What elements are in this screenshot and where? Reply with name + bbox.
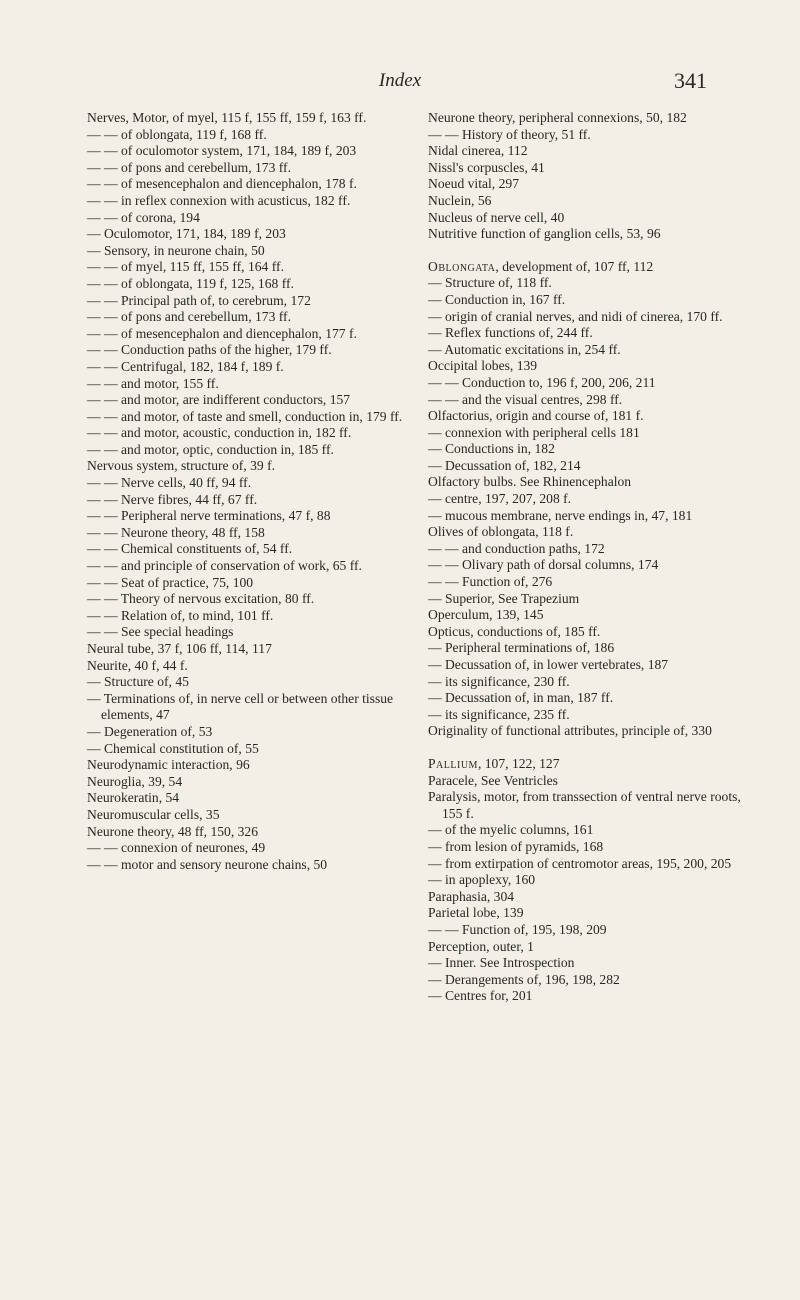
index-entry-text: Nucleus of nerve cell, 40 (428, 209, 565, 225)
index-entry (87, 475, 407, 492)
index-entry (428, 458, 758, 475)
index-entry-text: Opticus, conductions of, 185 ff. (428, 623, 601, 639)
index-entry (428, 723, 758, 740)
index-entry-text: — — and motor, 155 ff. (87, 375, 219, 391)
index-entry (428, 955, 758, 972)
index-entry-text: Nissl's corpuscles, 41 (428, 159, 545, 175)
index-entry-text: — its significance, 235 ff. (428, 706, 570, 722)
index-entry (428, 325, 758, 342)
index-entry-text: — Terminations of, in nerve cell or between other tissue elements, 47 (87, 690, 394, 723)
index-entry (428, 939, 758, 956)
index-entry-text: — Sensory, in neurone chain, 50 (87, 242, 265, 258)
index-entry-text: Noeud vital, 297 (428, 176, 519, 192)
index-entry (428, 856, 758, 873)
index-entry-text: Olfactory bulbs. See Rhinencephalon (428, 474, 632, 490)
index-entry-text: Perception, outer, 1 (428, 938, 534, 954)
index-entry-text: Neural tube, 37 f, 106 ff, 114, 117 (87, 641, 272, 656)
index-entry-text: — — and motor, optic, conduction in, 185 ff. (87, 441, 334, 457)
index-entry (428, 259, 758, 276)
index-entry-text: — — and conduction paths, 172 (428, 540, 605, 556)
index-entry-text: Neuroglia, 39, 54 (87, 773, 183, 789)
index-entry (87, 558, 407, 575)
index-entry (87, 127, 407, 144)
index-entry-text: — Decussation of, 182, 214 (428, 457, 581, 473)
page-number: 341 (674, 68, 707, 93)
index-entry (428, 392, 758, 409)
index-entry (87, 691, 407, 724)
index-entry-text: — — Olivary path of dorsal columns, 174 (428, 557, 659, 573)
index-entry-text: Pallium, 107, 122, 127 (428, 755, 560, 771)
index-entry (428, 690, 758, 707)
index-entry-text: — mucous membrane, nerve endings in, 47, 181 (428, 507, 693, 523)
index-entry-text: — — motor and sensory neurone chains, 50 (87, 856, 328, 872)
index-entry-text: — origin of cranial nerves, and nidi of cinerea, 170 ff. (428, 308, 723, 324)
index-entry (428, 143, 758, 160)
index-entry (428, 275, 758, 292)
index-entry-text: — — Neurone theory, 48 ff, 158 (87, 524, 265, 540)
index-entry (428, 789, 758, 822)
index-entry (428, 508, 758, 525)
index-entry-text: — in apoplexy, 160 (428, 872, 536, 888)
index-entry-text: Nidal cinerea, 112 (428, 143, 528, 159)
index-entry-text: — Structure of, 45 (87, 674, 189, 690)
index-entry-text: — — Theory of nervous excitation, 80 ff. (87, 591, 315, 607)
index-entry (428, 358, 758, 375)
index-entry-text: — Centres for, 201 (428, 988, 533, 1004)
index-entry-text: Nervous system, structure of, 39 f. (87, 458, 276, 474)
index-entry (428, 591, 758, 608)
index-entry-text: — — Centrifugal, 182, 184 f, 189 f. (87, 358, 284, 374)
index-entry-text: Parietal lobe, 139 (428, 905, 524, 921)
index-entry-text: — — See special headings (87, 624, 234, 640)
index-entry (428, 342, 758, 359)
index-entry (428, 822, 758, 839)
index-entry-text: — from lesion of pyramids, 168 (428, 838, 604, 854)
index-entry-text: — — of corona, 194 (87, 209, 200, 225)
index-entry (428, 474, 758, 491)
index-entry-text: — from extirpation of centromotor areas, 195, 200, 205 (428, 855, 732, 871)
index-entry (87, 442, 407, 459)
index-entry-text: — — of myel, 115 ff, 155 ff, 164 ff. (87, 259, 284, 275)
index-entry-text: — Inner. See Introspection (428, 955, 575, 971)
index-entry (87, 259, 407, 276)
index-entry-text: — — of pons and cerebellum, 173 ff. (87, 159, 291, 175)
index-entry (87, 641, 407, 658)
index-entry-text: — — Principal path of, to cerebrum, 172 (87, 292, 311, 308)
index-entry-text: — — Function of, 195, 198, 209 (428, 921, 607, 937)
index-entry (428, 491, 758, 508)
index-entry (428, 707, 758, 724)
index-column-right (428, 110, 758, 1005)
index-entry (87, 293, 407, 310)
index-entry (428, 408, 758, 425)
index-entry-text: — — Chemical constituents of, 54 ff. (87, 541, 293, 557)
index-entry (87, 492, 407, 509)
index-entry-text: — centre, 197, 207, 208 f. (428, 491, 572, 507)
index-entry (428, 557, 758, 574)
index-entry (87, 226, 407, 243)
index-entry-text: — — History of theory, 51 ff. (428, 126, 591, 142)
index-entry (428, 674, 758, 691)
index-entry (87, 425, 407, 442)
index-entry (87, 342, 407, 359)
index-entry-text: — — Function of, 276 (428, 574, 553, 590)
index-entry-text: — — connexion of neurones, 49 (87, 840, 266, 856)
index-entry-text: — Conductions in, 182 (428, 441, 555, 457)
index-entry (87, 575, 407, 592)
index-entry (87, 757, 407, 774)
index-entry (428, 756, 758, 773)
index-entry-text: Olfactorius, origin and course of, 181 f. (428, 408, 644, 424)
index-entry-text: — — of mesencephalon and diencephalon, 177 f. (87, 325, 357, 341)
index-entry (428, 226, 758, 243)
index-entry-text: Neurone theory, peripheral connexions, 50, 182 (428, 110, 687, 125)
running-title: Index (378, 70, 422, 91)
index-entry (87, 741, 407, 758)
index-entry-text: — — and motor, of taste and smell, conduction in, 179 ff. (87, 408, 403, 424)
index-entry (428, 773, 758, 790)
index-entry-text: — — Relation of, to mind, 101 ff. (87, 607, 274, 623)
index-entry-text: — Decussation of, in lower vertebrates, 187 (428, 657, 669, 672)
index-entry (428, 872, 758, 889)
index-entry (87, 160, 407, 177)
index-entry (428, 905, 758, 922)
index-entry-text: Neuromuscular cells, 35 (87, 806, 220, 822)
index-entry (87, 674, 407, 691)
index-entry-text: Neurone theory, 48 ff, 150, 326 (87, 823, 259, 839)
index-entry (428, 607, 758, 624)
index-entry-text: — Structure of, 118 ff. (428, 275, 552, 291)
index-entry-text: — connexion with peripheral cells 181 (428, 424, 640, 440)
index-entry (87, 624, 407, 641)
index-entry-text: — Oculomotor, 171, 184, 189 f, 203 (87, 226, 286, 242)
index-entry-text: — Chemical constitution of, 55 (87, 740, 259, 756)
index-entry-text: Occipital lobes, 139 (428, 358, 538, 374)
index-entry-text: — its significance, 230 ff. (428, 673, 570, 689)
index-entry (87, 508, 407, 525)
index-entry-text: — — Peripheral nerve terminations, 47 f, 88 (87, 508, 331, 524)
index-entry (87, 774, 407, 791)
index-entry (428, 441, 758, 458)
index-entry (428, 292, 758, 309)
index-entry-text: — Decussation of, in man, 187 ff. (428, 690, 614, 706)
index-entry (87, 724, 407, 741)
index-entry-text: Oblongata, development of, 107 ff, 112 (428, 258, 654, 274)
index-entry-text: Paracele, See Ventricles (428, 772, 558, 788)
index-entry (428, 524, 758, 541)
index-entry (87, 359, 407, 376)
index-entry-text: — — Conduction to, 196 f, 200, 206, 211 (428, 374, 656, 390)
index-entry (428, 127, 758, 144)
index-entry-text: — Peripheral terminations of, 186 (428, 640, 615, 656)
index-entry-text: — Automatic excitations in, 254 ff. (428, 341, 621, 357)
index-entry (87, 790, 407, 807)
index-entry-text: — — in reflex connexion with acusticus, 182 ff. (87, 192, 351, 208)
index-entry-text: Nuclein, 56 (428, 192, 492, 208)
index-entry (87, 658, 407, 675)
index-entry-text: — — of pons and cerebellum, 173 ff. (87, 309, 291, 325)
index-entry-text: Nerves, Motor, of myel, 115 f, 155 ff, 159 f, 163 ff. (87, 110, 367, 125)
index-entry-text: — — of oblongata, 119 f, 168 ff. (87, 126, 267, 142)
index-entry-text: Neurodynamic interaction, 96 (87, 757, 250, 773)
index-entry (87, 110, 407, 127)
index-entry-text: — Superior, See Trapezium (428, 590, 580, 606)
index-entry (87, 824, 407, 841)
index-entry (87, 143, 407, 160)
index-entry (428, 210, 758, 227)
index-entry (428, 574, 758, 591)
index-entry (87, 857, 407, 874)
index-entry (428, 541, 758, 558)
index-entry (428, 972, 758, 989)
index-entry (87, 458, 407, 475)
index-entry-text: — Conduction in, 167 ff. (428, 291, 566, 307)
index-entry-text: Neurokeratin, 54 (87, 790, 180, 806)
page-header (0, 68, 800, 92)
index-entry-text: — — and the visual centres, 298 ff. (428, 391, 623, 407)
index-entry-text: Originality of functional attributes, principle of, 330 (428, 723, 712, 739)
index-entry-text: Nutritive function of ganglion cells, 53, 96 (428, 226, 661, 242)
index-entry-text: — Reflex functions of, 244 ff. (428, 325, 593, 341)
index-entry (87, 591, 407, 608)
index-entry (87, 409, 407, 426)
index-entry-text: — — Seat of practice, 75, 100 (87, 574, 254, 590)
index-entry (428, 309, 758, 326)
index-entry (428, 176, 758, 193)
index-entry (428, 922, 758, 939)
index-entry (428, 988, 758, 1005)
index-entry-text: — — of oblongata, 119 f, 125, 168 ff. (87, 275, 294, 291)
index-entry (428, 624, 758, 641)
index-entry (87, 309, 407, 326)
index-entry-text: — — and principle of conservation of work, 65 ff. (87, 558, 362, 574)
index-entry (87, 608, 407, 625)
index-entry (428, 425, 758, 442)
index-entry (428, 110, 758, 127)
index-entry (87, 193, 407, 210)
index-entry-text: — — Nerve cells, 40 ff, 94 ff. (87, 475, 252, 491)
index-entry (428, 160, 758, 177)
index-entry-text: — Derangements of, 196, 198, 282 (428, 971, 620, 987)
index-entry (87, 840, 407, 857)
index-entry (87, 210, 407, 227)
index-entry-text: — — Conduction paths of the higher, 179 ff. (87, 342, 332, 358)
index-entry (87, 392, 407, 409)
index-entry-text: Neurite, 40 f, 44 f. (87, 657, 188, 673)
index-entry-text: Paralysis, motor, from transsection of ventral nerve roots, 155 f. (428, 789, 741, 821)
index-entry (87, 243, 407, 260)
index-entry (87, 525, 407, 542)
index-entry-text: — — of oculomotor system, 171, 184, 189 f, 203 (87, 143, 357, 159)
index-entry (428, 193, 758, 210)
index-entry-text: — — Nerve fibres, 44 ff, 67 ff. (87, 491, 258, 507)
index-entry (87, 376, 407, 393)
index-entry-text: — — and motor, acoustic, conduction in, 182 ff. (87, 425, 352, 441)
index-entry (87, 176, 407, 193)
index-entry-text: Olives of oblongata, 118 f. (428, 524, 574, 540)
index-entry (428, 375, 758, 392)
index-entry-text: Operculum, 139, 145 (428, 607, 544, 623)
index-entry-text: — of the myelic columns, 161 (428, 822, 594, 838)
index-entry (428, 657, 758, 674)
index-entry-text: Paraphasia, 304 (428, 888, 515, 904)
index-entry-text: — Degeneration of, 53 (87, 723, 213, 739)
index-entry-text: — — of mesencephalon and diencephalon, 178 f. (87, 176, 357, 192)
index-entry (428, 889, 758, 906)
index-entry (428, 839, 758, 856)
index-entry-text: — — and motor, are indifferent conductors, 157 (87, 392, 351, 408)
index-column-left (87, 110, 407, 873)
index-entry (87, 807, 407, 824)
index-entry (87, 276, 407, 293)
index-entry (87, 326, 407, 343)
index-entry (87, 541, 407, 558)
index-entry (428, 640, 758, 657)
